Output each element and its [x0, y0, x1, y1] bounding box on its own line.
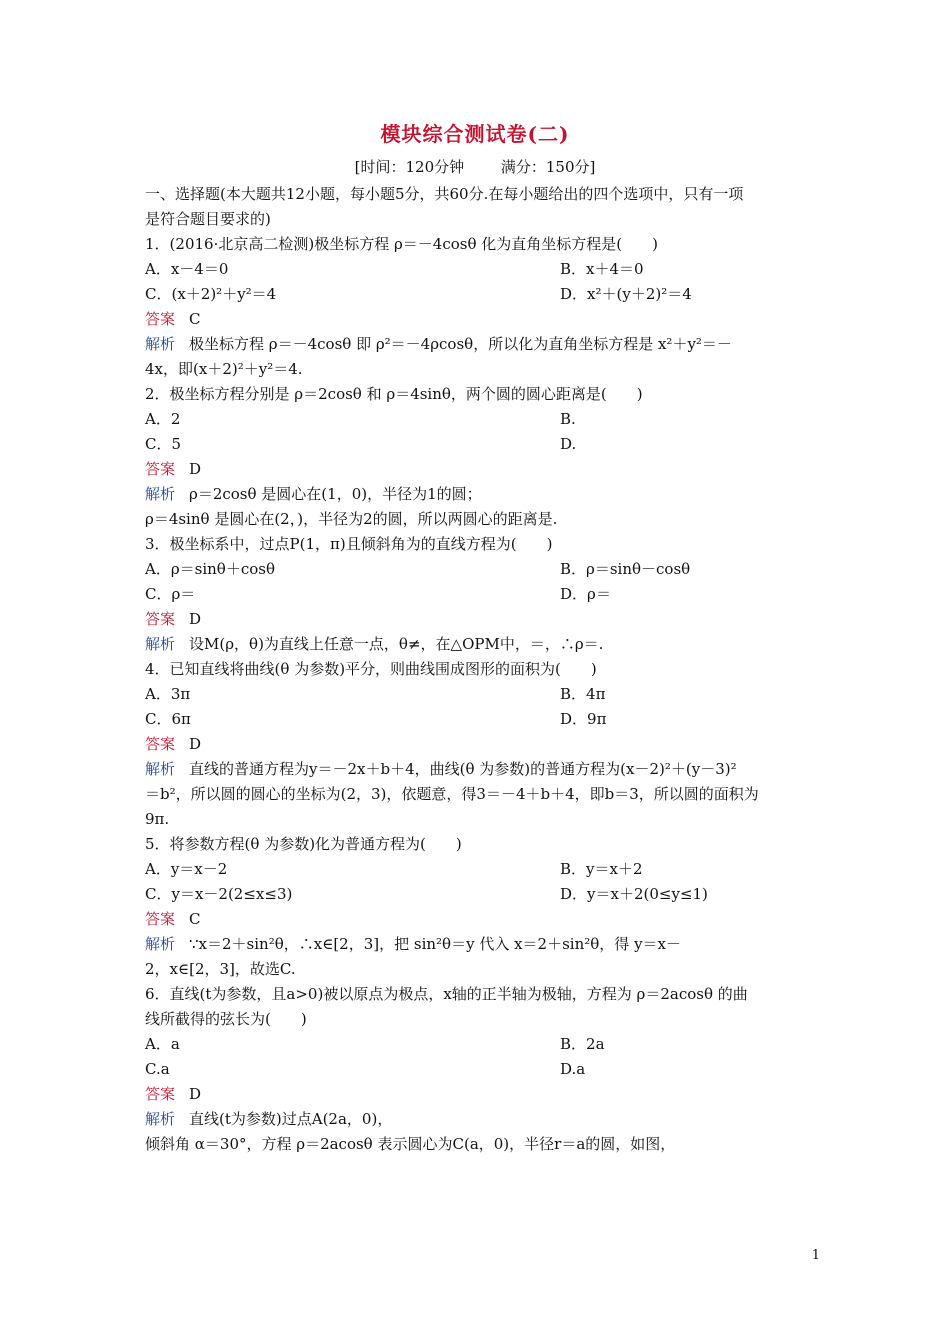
question-5-answer — [145, 907, 811, 932]
answer-label: 答案 — [145, 310, 176, 328]
option-d: D. — [560, 435, 577, 453]
option-c: C．ρ＝ — [145, 585, 196, 603]
question-1-answer — [145, 307, 811, 332]
question-1-analysis-cont: 4x，即(x＋2)²＋y²＝4. — [145, 360, 303, 378]
question-6-stem: 6．直线(t为参数，且a>0)被以原点为极点，x轴的正半轴为极轴，方程为 ρ＝2acosθ 的曲 — [145, 985, 748, 1003]
question-1-options-ab — [145, 257, 811, 282]
answer-value: D — [189, 460, 202, 478]
full-score: 满分：150分] — [500, 158, 596, 176]
question-6-analysis-cont: 倾斜角 α＝30°，方程 ρ＝2acosθ 表示圆心为C(a，0)，半径r＝a的圆，如图， — [145, 1135, 676, 1153]
question-4-analysis-cont: ＝b²，所以圆的圆心的坐标为(2，3)，依题意，得3＝－4＋b＋4，即b＝3，所以圆的面积为 — [145, 785, 759, 803]
answer-value: D — [189, 1085, 202, 1103]
option-d: D．ρ＝ — [560, 585, 611, 603]
question-2-stem: 2．极坐标方程分别是 ρ＝2cosθ 和 ρ＝4sinθ，两个圆的圆心距离是( ) — [145, 385, 643, 403]
question-2-analysis — [145, 482, 811, 507]
question-6-stem-cont: 线所截得的弦长为( ) — [145, 1010, 307, 1028]
question-4-analysis — [145, 757, 811, 782]
question-4-answer — [145, 732, 811, 757]
analysis-text: ρ＝2cosθ 是圆心在(1，0)，半径为1的圆； — [189, 485, 482, 503]
option-a: A．ρ＝sinθ＋cosθ — [145, 560, 275, 578]
answer-label: 答案 — [145, 910, 176, 928]
question-3-options-cd — [145, 582, 811, 607]
question-4-options-ab — [145, 682, 811, 707]
analysis-label: 解析 — [145, 635, 176, 653]
analysis-text: 直线的普通方程为y＝－2x＋b＋4，曲线(θ 为参数)的普通方程为(x－2)²＋(y－3)² — [189, 760, 737, 778]
question-4-stem: 4．已知直线将曲线(θ 为参数)平分，则曲线围成图形的面积为( ) — [145, 660, 597, 678]
option-a: A．a — [145, 1035, 180, 1053]
option-b: B．x＋4＝0 — [560, 260, 644, 278]
question-4-options-cd — [145, 707, 811, 732]
option-a: A．2 — [145, 410, 181, 428]
question-3-answer — [145, 607, 811, 632]
question-2-options-cd — [145, 432, 811, 457]
answer-label: 答案 — [145, 1085, 176, 1103]
answer-value: D — [189, 610, 202, 628]
question-5-analysis — [145, 932, 811, 957]
question-3-options-ab — [145, 557, 811, 582]
answer-label: 答案 — [145, 460, 176, 478]
page-number: 1 — [811, 1248, 820, 1263]
option-d: D．x²＋(y＋2)²＝4 — [560, 285, 692, 303]
analysis-text: 直线(t为参数)过点A(2a，0)， — [189, 1110, 393, 1128]
option-d: D．9π — [560, 710, 607, 728]
page-title: 模块综合测试卷(二) — [380, 122, 570, 146]
question-6-analysis — [145, 1107, 811, 1132]
analysis-label: 解析 — [145, 485, 176, 503]
question-1-stem: 1．(2016·北京高二检测)极坐标方程 ρ＝－4cosθ 化为直角坐标方程是( ) — [145, 235, 658, 253]
question-5-analysis-cont: 2，x∈[2，3]，故选C. — [145, 960, 296, 978]
option-c: C．5 — [145, 435, 182, 453]
question-3-stem: 3．极坐标系中，过点P(1，π)且倾斜角为的直线方程为( ) — [145, 535, 553, 553]
content-body — [145, 182, 811, 1157]
option-a: A．y＝x－2 — [145, 860, 228, 878]
question-4-analysis-end: 9π. — [145, 810, 170, 828]
section-heading-cont: 是符合题目要求的) — [145, 210, 271, 228]
answer-label: 答案 — [145, 735, 176, 753]
question-2-options-ab — [145, 407, 811, 432]
option-a: A．3π — [145, 685, 191, 703]
analysis-text: ∵x＝2＋sin²θ，∴x∈[2，3]，把 sin²θ＝y 代入 x＝2＋sin²θ，得 y＝x－ — [189, 935, 681, 953]
analysis-label: 解析 — [145, 335, 176, 353]
question-5-stem: 5．将参数方程(θ 为参数)化为普通方程为( ) — [145, 835, 462, 853]
option-d: D.a — [560, 1060, 586, 1078]
question-2-answer — [145, 457, 811, 482]
time-limit: [时间：120分钟 — [354, 158, 465, 176]
option-b: B．ρ＝sinθ－cosθ — [560, 560, 691, 578]
option-c: C．y＝x－2(2≤x≤3) — [145, 885, 293, 903]
question-1-options-cd — [145, 282, 811, 307]
question-6-answer — [145, 1082, 811, 1107]
answer-value: C — [189, 310, 201, 328]
option-b: B．y＝x＋2 — [560, 860, 643, 878]
question-1-analysis — [145, 332, 811, 357]
option-c: C．6π — [145, 710, 191, 728]
question-2-analysis-cont: ρ＝4sinθ 是圆心在(2，)，半径为2的圆，所以两圆心的距离是. — [145, 510, 558, 528]
option-b: B．2a — [560, 1035, 605, 1053]
question-6-options-ab — [145, 1032, 811, 1057]
question-5-options-ab — [145, 857, 811, 882]
analysis-text: 设M(ρ，θ)为直线上任意一点，θ≠，在△OPM中，＝，∴ρ＝. — [189, 635, 604, 653]
analysis-label: 解析 — [145, 1110, 176, 1128]
question-6-options-cd — [145, 1057, 811, 1082]
answer-label: 答案 — [145, 610, 176, 628]
question-5-options-cd — [145, 882, 811, 907]
option-c: C．(x＋2)²＋y²＝4 — [145, 285, 277, 303]
answer-value: C — [189, 910, 201, 928]
option-b: B．4π — [560, 685, 606, 703]
answer-value: D — [189, 735, 202, 753]
section-heading: 一、选择题(本大题共12小题，每小题5分，共60分.在每小题给出的四个选项中，只有一项 — [145, 185, 744, 203]
exam-info — [0, 156, 950, 177]
analysis-text: 极坐标方程 ρ＝－4cosθ 即 ρ²＝－4ρcosθ，所以化为直角坐标方程是 x²＋y²＝－ — [189, 335, 732, 353]
option-c: C.a — [145, 1060, 170, 1078]
analysis-label: 解析 — [145, 935, 176, 953]
option-b: B. — [560, 410, 576, 428]
option-d: D．y＝x＋2(0≤y≤1) — [560, 885, 708, 903]
option-a: A．x－4＝0 — [145, 260, 229, 278]
analysis-label: 解析 — [145, 760, 176, 778]
question-3-analysis — [145, 632, 811, 657]
